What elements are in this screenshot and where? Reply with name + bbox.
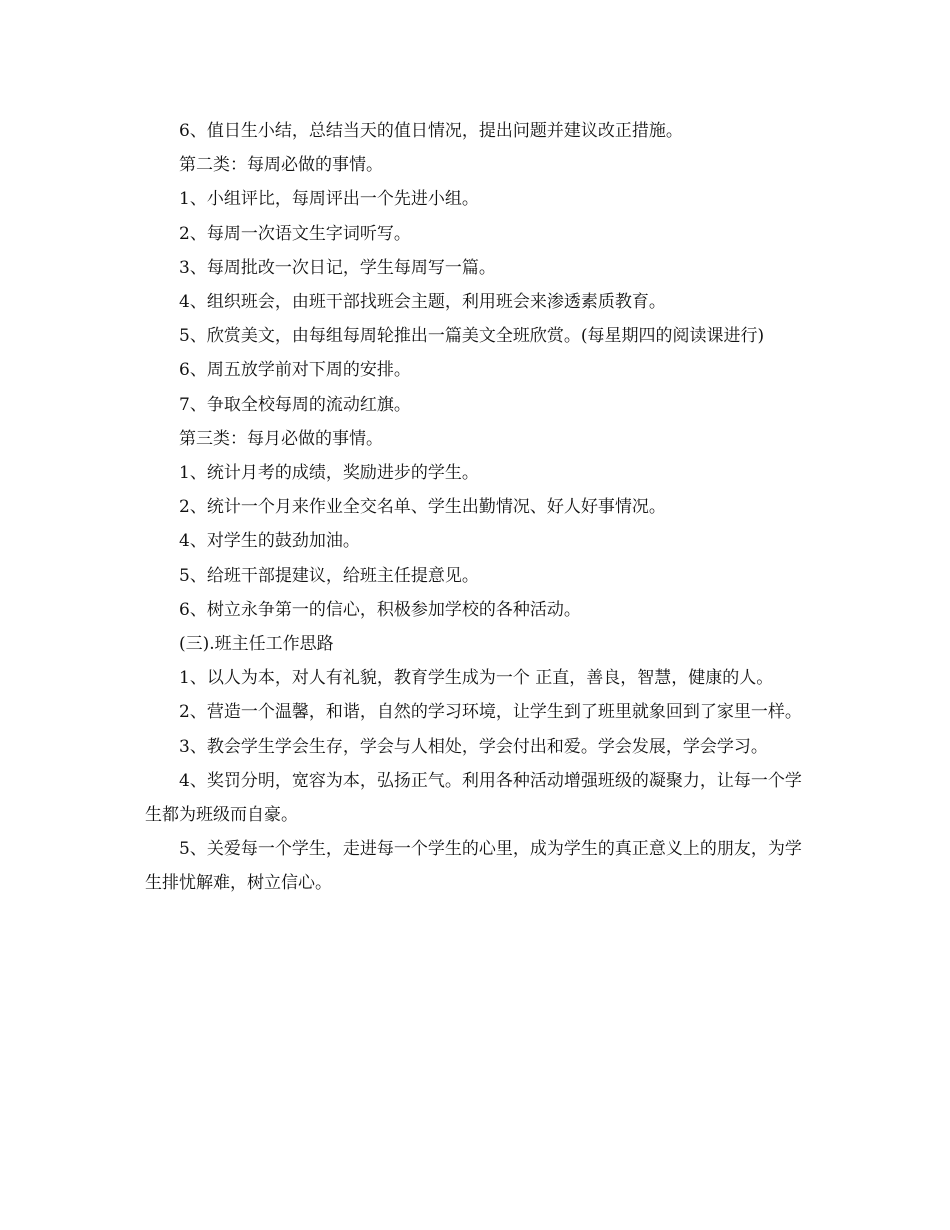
paragraph-monthly-exam: 1、统计月考的成绩，奖励进步的学生。 (179, 463, 479, 484)
paragraph-rewards: 4、奖罚分明，宽容为本，弘扬正气。利用各种活动增强班级的凝聚力，让每一个学生都为班级而自豪。 (145, 770, 802, 826)
heading-weekly-tasks: 第二类：每周必做的事情。 (179, 155, 383, 176)
paragraph-people-oriented: 1、以人为本，对人有礼貌，教育学生成为一个 正直，善良，智慧，健康的人。 (179, 668, 774, 689)
heading-monthly-tasks: 第三类：每月必做的事情。 (179, 428, 383, 449)
paragraph-group-evaluation: 1、小组评比，每周评出一个先进小组。 (179, 189, 479, 210)
paragraph-diary: 3、每周批改一次日记，学生每周写一篇。 (179, 257, 496, 278)
paragraph-suggestions: 5、给班干部提建议，给班主任提意见。 (179, 565, 479, 586)
paragraph-red-flag: 7、争取全校每周的流动红旗。 (179, 394, 411, 415)
paragraph-class-meeting: 4、组织班会，由班干部找班会主题，利用班会来渗透素质教育。 (179, 292, 666, 313)
paragraph-duty-summary: 6、值日生小结，总结当天的值日情况，提出问题并建议改正措施。 (179, 121, 683, 141)
document-body (145, 114, 810, 901)
heading-work-ideas: (三).班主任工作思路 (179, 634, 334, 655)
paragraph-confidence: 6、树立永争第一的信心，积极参加学校的各种活动。 (179, 599, 581, 620)
paragraph-reading-appreciation: 5、欣赏美文，由每组每周轮推出一篇美文全班欣赏。(每星期四的阅读课进行) (179, 326, 765, 347)
paragraph-friday-plan: 6、周五放学前对下周的安排。 (179, 360, 411, 381)
paragraph-encouragement: 4、对学生的鼓劲加油。 (179, 531, 360, 552)
paragraph-life-skills: 3、教会学生学会生存，学会与人相处，学会付出和爱。学会发展，学会学习。 (179, 736, 768, 757)
paragraph-dictation: 2、每周一次语文生字词听写。 (179, 223, 411, 244)
paragraph-monthly-statistics: 2、统计一个月来作业全交名单、学生出勤情况、好人好事情况。 (179, 497, 666, 518)
paragraph-environment: 2、营造一个温馨，和谐，自然的学习环境，让学生到了班里就象回到了家里一样。 (179, 702, 802, 723)
paragraph-care: 5、关爱每一个学生，走进每一个学生的心里，成为学生的真正意义上的朋友，为学生排忧解难，树立信心。 (145, 839, 802, 894)
